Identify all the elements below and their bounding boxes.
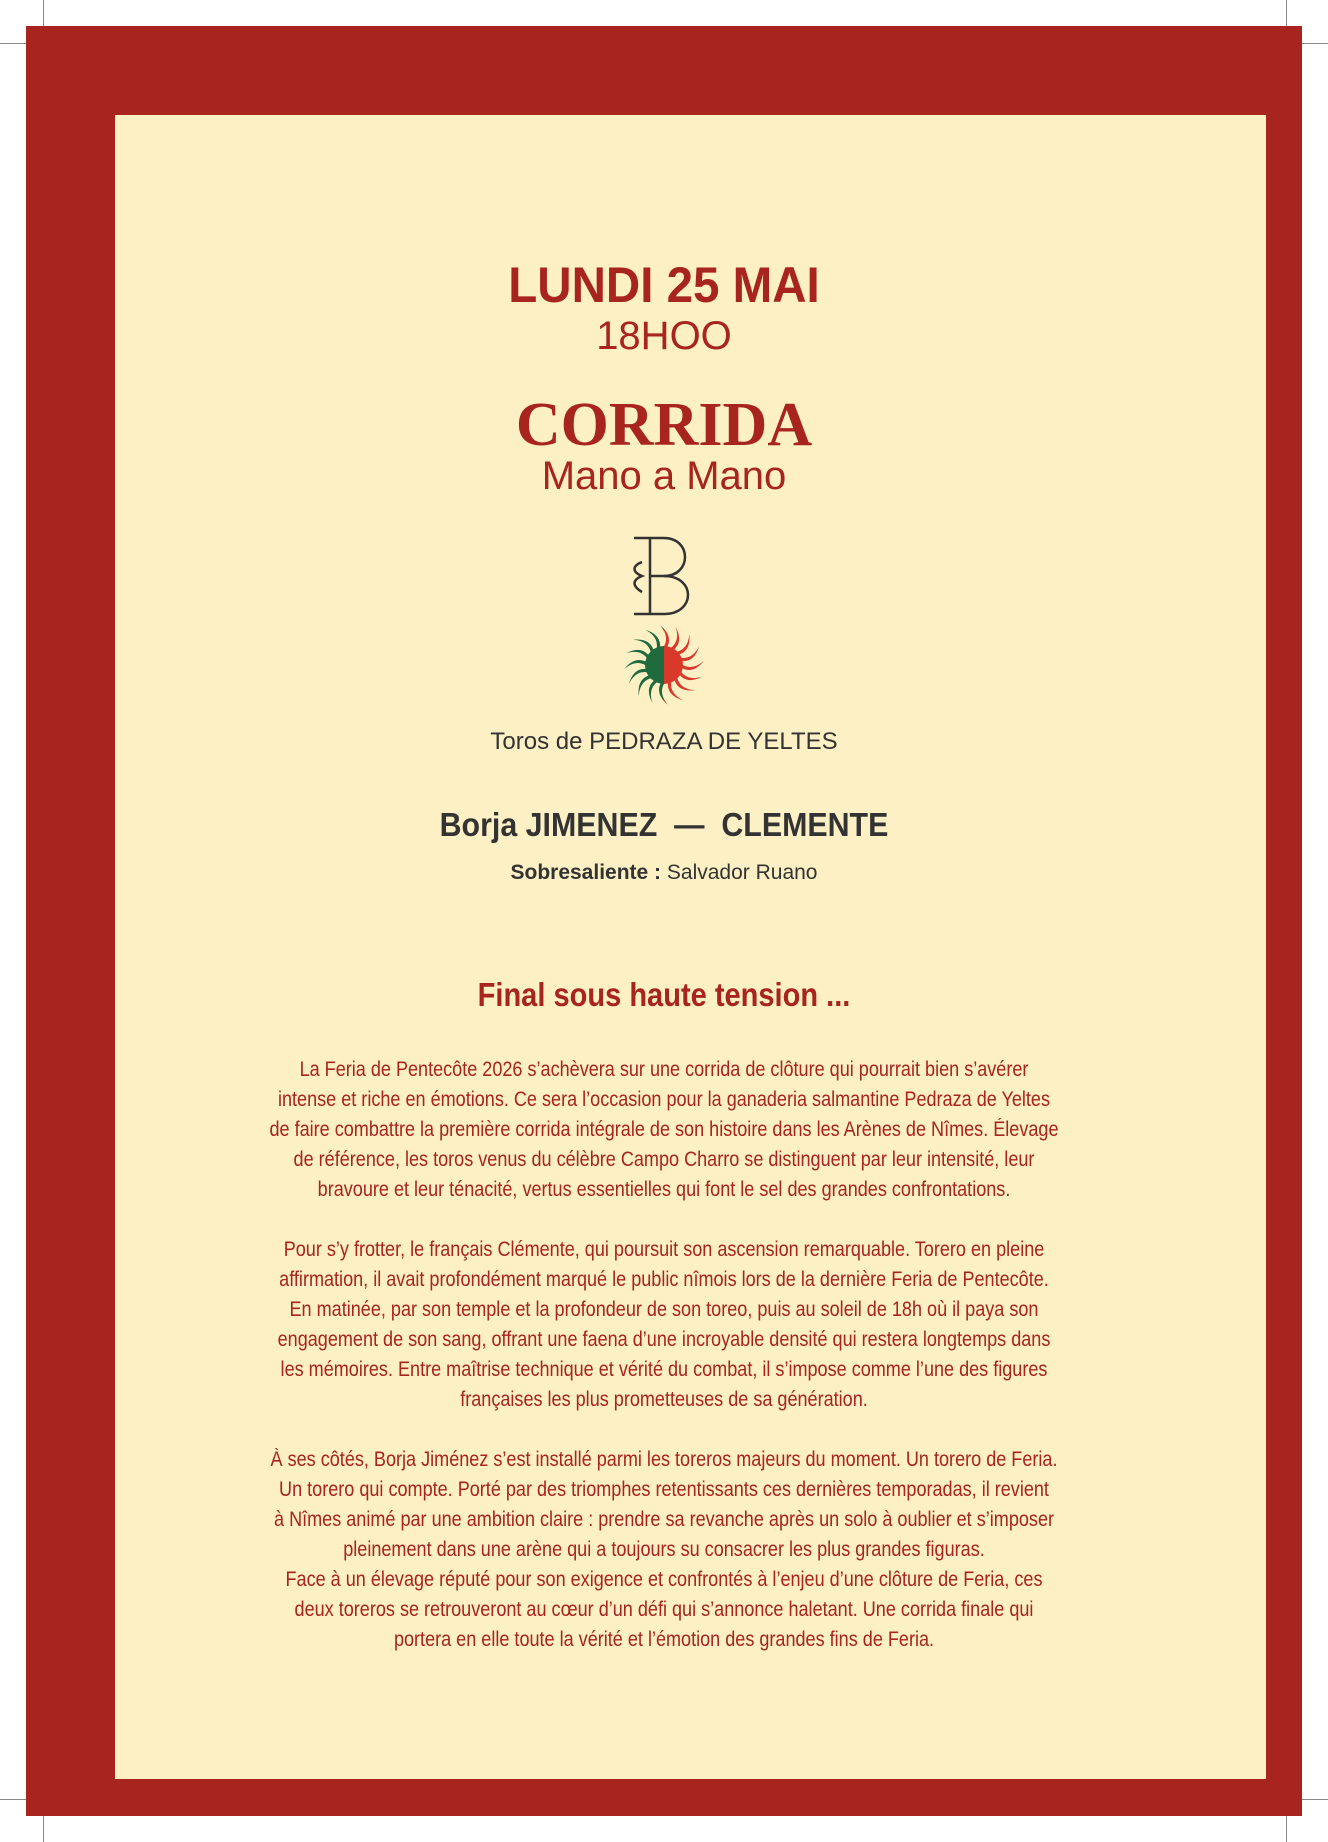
paragraph-2 [0, 1235, 1328, 1415]
sun-icon [624, 625, 704, 705]
crop-mark [43, 1816, 44, 1842]
ganaderia-name: Toros de PEDRAZA DE YELTES [490, 728, 838, 755]
text-line: intense et riche en émotions. Ce sera l’occasion pour la ganaderia salmantine Pedraza de Yeltes [277, 1088, 1051, 1111]
crop-mark [1286, 1816, 1287, 1842]
paragraph-3 [0, 1445, 1328, 1655]
sobresaliente-name: Salvador Ruano [666, 861, 818, 884]
text-line: portera en elle toute la vérité et l’émotion des grandes fins de Feria. [393, 1628, 935, 1651]
text-line: de faire combattre la première corrida intégrale de son histoire dans les Arènes de Nîmes. Élevage [269, 1118, 1059, 1141]
paragraph-1 [0, 1055, 1328, 1205]
sobresaliente [0, 861, 1328, 885]
ganaderia-brand-logo [614, 530, 714, 710]
torero-1: Borja JIMENEZ [439, 806, 658, 843]
text-line: les mémoires. Entre maîtrise technique et vérité du combat, il s’impose comme l’une des figures [280, 1358, 1048, 1381]
text-line: pleinement dans une arène qui a toujours su consacrer les plus grandes figuras. [343, 1538, 985, 1561]
event-subtitle: Mano a Mano [541, 454, 787, 498]
text-line: de référence, les toros venus du célèbre Campo Charro se distinguent par leur intensité, leur [293, 1148, 1035, 1171]
b-brand-icon [634, 538, 688, 614]
text-line: engagement de son sang, offrant une faena d’une incroyable densité qui restera longtemps dans [277, 1328, 1051, 1351]
event-time: 18HOO [596, 314, 732, 358]
text-line: affirmation, il avait profondément marqué le public nîmois lors de la dernière Feria de Pentecôte. [279, 1268, 1049, 1291]
text-line: françaises les plus prometteuses de sa génération. [460, 1388, 868, 1411]
text-line: La Feria de Pentecôte 2026 s’achèvera sur une corrida de clôture qui pourrait bien s’avérer [299, 1058, 1029, 1081]
event-type: CORRIDA [515, 391, 813, 459]
sobresaliente-label: Sobresaliente : [510, 861, 662, 884]
text-line: à Nîmes animé par une ambition claire : prendre sa revanche après un solo à oublier et s’imposer [274, 1508, 1054, 1531]
text-line: bravoure et leur ténacité, vertus essentielles qui font le sel des grandes confrontations. [317, 1178, 1011, 1201]
text-line: En matinée, par son temple et la profondeur de son toreo, puis au soleil de 18h où il paya son [289, 1298, 1039, 1321]
text-line: Face à un élevage réputé pour son exigence et confrontés à l’enjeu d’une clôture de Feria, ces [285, 1568, 1043, 1591]
crop-mark [0, 1799, 26, 1800]
text-line: deux toreros se retrouveront au cœur d’un défi qui s’annonce haletant. Une corrida finale qui [294, 1598, 1034, 1621]
text-line: À ses côtés, Borja Jiménez s’est installé parmi les toreros majeurs du moment. Un torero de Feria. [270, 1448, 1058, 1471]
crop-mark [1302, 1799, 1328, 1800]
crop-mark [1302, 43, 1328, 44]
crop-mark [0, 43, 26, 44]
event-date: LUNDI 25 MAI [508, 257, 820, 313]
article-title: Final sous haute tension ... [477, 976, 851, 1013]
text-line: Un torero qui compte. Porté par des triomphes retentissants ces dernières temporadas, il revient [279, 1478, 1049, 1501]
torero-2: CLEMENTE [721, 806, 889, 843]
separator: — [674, 806, 705, 843]
text-line: Pour s’y frotter, le français Clémente, qui poursuit son ascension remarquable. Torero en pleine [283, 1238, 1045, 1261]
cartel-toreros [53, 806, 1275, 844]
